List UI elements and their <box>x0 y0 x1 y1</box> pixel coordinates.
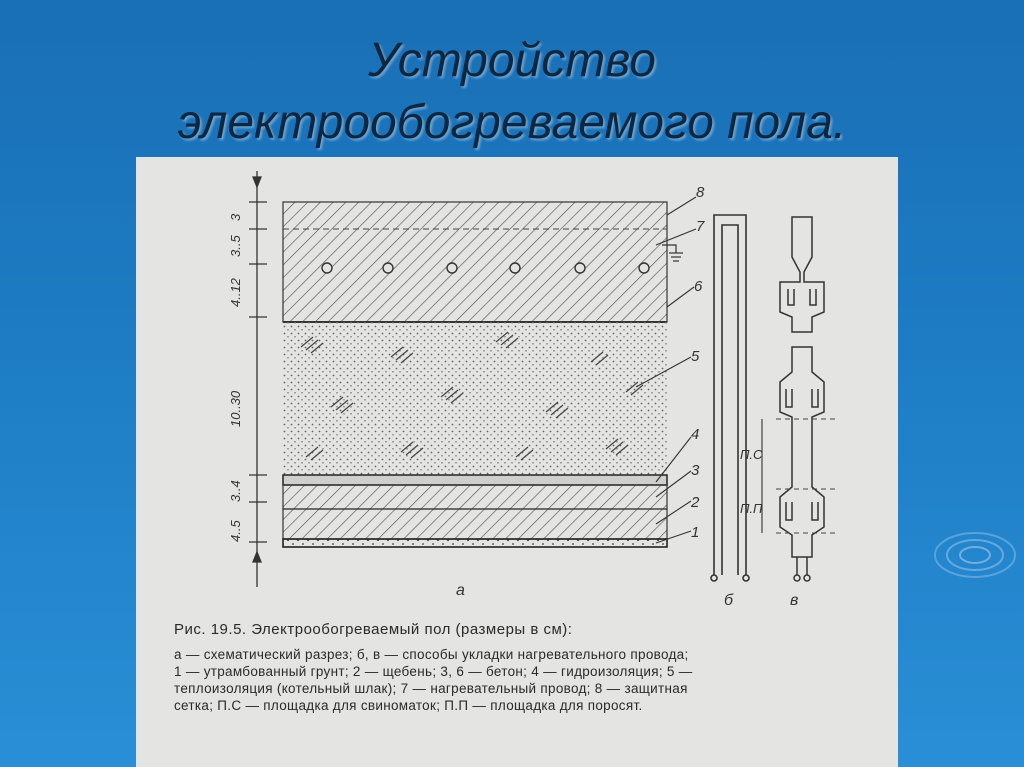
pad-label-piglet: П.П <box>740 501 763 516</box>
layer-waterproofing <box>283 475 667 485</box>
dim-label-3-5: 3..5 <box>228 235 243 257</box>
sublabel-b: б <box>724 592 733 609</box>
slide-title-line-2: электрообогреваемого пола. <box>177 96 847 149</box>
caption-line-2: а — схематический разрез; б, в — способы укладки нагревательного провода; <box>174 647 689 662</box>
dim-label-3: 3 <box>228 213 243 221</box>
pad-label-sow: П.С <box>740 447 763 462</box>
layer-label-4: 4 <box>691 426 700 443</box>
slide-title-line-1: Устройство <box>368 34 656 87</box>
layer-label-2: 2 <box>691 494 700 511</box>
pad-boundaries <box>776 419 836 533</box>
layer-gravel <box>283 509 667 539</box>
caption-line-4: теплоизоляция (котельный шлак); 7 — нагревательный провод; 8 — защитная <box>174 681 688 696</box>
layer-label-6: 6 <box>694 278 703 295</box>
layer-label-5: 5 <box>691 348 700 365</box>
sublabel-c: в <box>790 592 799 609</box>
pad-wire-layout <box>780 217 824 581</box>
dim-label-4-12: 4..12 <box>228 278 243 307</box>
caption-title: Рис. 19.5. Электрообогреваемый пол (размеры в см): <box>174 621 573 638</box>
layer-ground <box>283 539 667 547</box>
sublabel-a: а <box>456 582 465 599</box>
layer-label-8: 8 <box>696 184 705 201</box>
layer-label-3: 3 <box>691 462 700 479</box>
dim-label-4-5: 4..5 <box>228 520 243 542</box>
floor-diagram-figure <box>136 157 898 767</box>
slide-title <box>0 30 1024 154</box>
layer-label-7: 7 <box>696 218 705 235</box>
loop-wire-layout <box>711 215 749 581</box>
dim-label-3-4: 3..4 <box>228 480 243 502</box>
layer-concrete-base <box>283 485 667 509</box>
caption-line-5: сетка; П.С — площадка для свиноматок; П.П — площадка для поросят. <box>174 698 643 713</box>
layer-concrete-top <box>283 202 667 322</box>
caption-line-3: 1 — утрамбованный грунт; 2 — щебень; 3, 6 — бетон; 4 — гидроизоляция; 5 — <box>174 664 693 679</box>
layer-label-1: 1 <box>691 524 700 541</box>
dimension-scale <box>249 171 267 587</box>
dim-label-10-30: 10..30 <box>228 390 243 427</box>
water-ripple-decoration <box>930 525 1020 585</box>
